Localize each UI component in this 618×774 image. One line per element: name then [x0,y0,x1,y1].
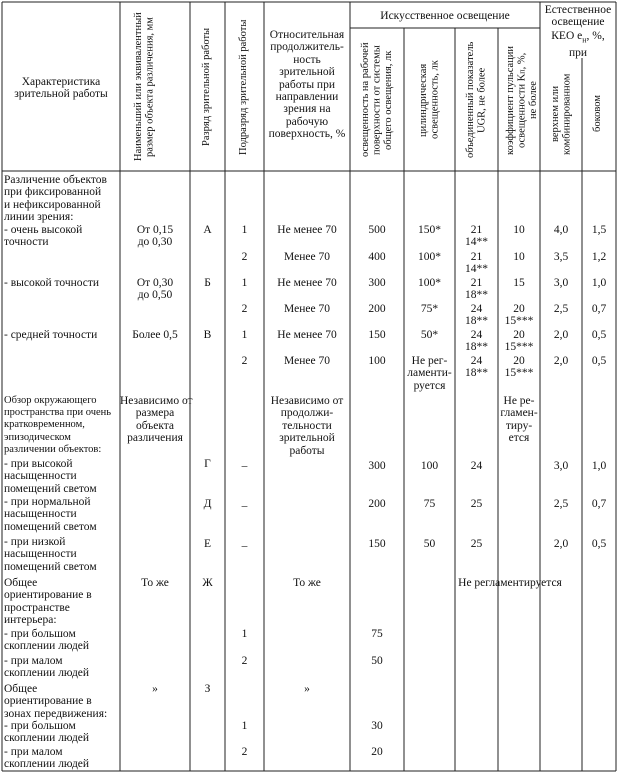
row-a-grade: А [203,224,212,236]
row-v-label: - средней точности [4,329,98,341]
header-keo-side: боковом [592,95,603,133]
header-cylindrical: цилиндрическая освещенность, лк [418,60,441,140]
row-v2-illuminance: 100 [368,355,386,367]
row-g-subgrade: – [241,460,248,472]
row-e-keo-top: 2,0 [553,538,569,550]
row-v2-cylindrical: Не рег- ламенти- руется [407,355,452,392]
row-e-grade: Е [203,538,212,550]
row-b-grade: Б [204,277,211,289]
row-e-keo-side: 0,5 [591,538,607,550]
row-b2-keo-side: 0,7 [591,303,607,315]
row-a1-cylindrical: 150* [418,224,441,236]
row-b1-keo-top: 3,0 [553,277,569,289]
header-subgrade: Подразряд зрительной работы [238,19,249,155]
row-v2-keo-side: 0,5 [591,355,607,367]
row-b1-illuminance: 300 [368,277,386,289]
keo-subscript: н [582,35,587,45]
row-a1-keo-top: 4,0 [553,224,569,236]
row-g-grade: Г [204,458,211,470]
row-v1-illuminance: 150 [368,329,386,341]
keo-label-tail: , %, при [568,30,605,59]
pulsation-subscript: п [517,69,527,74]
section3-grade: Ж [202,577,213,589]
keo-label: КЕО e [551,30,583,42]
row-a1-subgrade: 1 [241,224,248,236]
row-b-size: От 0,30 до 0,50 [136,277,174,302]
header-grade: Разряд зрительной работы [201,27,212,147]
header-relative-duration: Относительная продолжитель- ность зрительной работы при направлении зрения на рабочую поверхность, % [268,29,346,141]
row-a1-illuminance: 500 [368,224,386,236]
pulsation-label: коэффициент пульсации освещенности K [505,45,528,155]
header-illuminance-general: освещенность на рабочей поверхности от системы общего освещения, лк [360,42,394,158]
row-b1-duration: Не менее 70 [277,277,337,289]
row-d-label: - при нормальной насыщенности помещений светом [4,496,97,533]
row-d-keo-side: 0,7 [591,498,607,510]
row-b2-ugr: 24 18** [465,303,488,328]
row-e-illuminance: 150 [368,538,386,550]
row-zh1-label: - при большом скоплении людей [4,628,90,653]
row-a2-illuminance: 400 [368,251,386,263]
row-e-cylindrical: 50 [423,538,436,550]
row-g-label: - при высокой насыщенности помещений светом [4,458,97,495]
row-v-size: Более 0,5 [132,329,178,341]
header-artificial-lighting: Искусственное освещение [380,10,510,22]
row-b2-keo-top: 2,5 [553,303,569,315]
header-ugr: объединенный показатель UGR, не более [465,41,488,159]
row-b1-subgrade: 1 [241,277,248,289]
row-a2-ugr: 21 14** [465,251,488,276]
row-a2-keo-top: 3,5 [553,251,569,263]
row-b1-ugr: 21 18** [465,277,488,302]
row-zh2-subgrade: 2 [241,655,248,667]
row-z1-label: - при большом скоплении людей [4,720,90,745]
row-a2-keo-side: 1,2 [591,251,607,263]
row-e-subgrade: – [241,540,248,552]
row-v-grade: В [203,329,212,341]
row-g-cylindrical: 100 [420,460,439,472]
header-natural-lighting: Естественное освещение [544,4,612,29]
row-zh1-subgrade: 1 [241,628,248,640]
row-d-illuminance: 200 [368,498,386,510]
row-b2-illuminance: 200 [368,303,386,315]
row-z2-label: - при малом скоплении людей [4,746,90,771]
row-a1-ugr: 21 14** [465,224,488,249]
row-a2-cylindrical: 100* [418,251,441,263]
section4-grade: З [204,683,211,695]
row-v1-keo-top: 2,0 [553,329,569,341]
row-b2-cylindrical: 75* [420,303,439,315]
row-d-subgrade: – [241,500,248,512]
row-a2-duration: Менее 70 [284,251,330,263]
header-object-size: Наименьший или эквивалентный размер объекта различения, мм [133,12,156,162]
row-b-label: - высокой точности [4,277,100,289]
row-b1-cylindrical: 100* [418,277,441,289]
row-v1-subgrade: 1 [241,329,248,341]
row-a1-keo-side: 1,5 [591,224,607,236]
header-pulsation [505,34,540,166]
header-keo-top: верхнем или комбинированном [550,73,573,155]
row-zh2-label: - при малом скоплении людей [4,655,90,680]
row-a2-pulsation: 10 [513,251,525,263]
row-a1-pulsation: 10 [513,224,525,236]
section3-duration: То же [293,577,321,589]
row-v2-keo-top: 2,0 [553,355,569,367]
pulsation-label-tail: , %, не более [516,52,539,119]
row-v2-duration: Менее 70 [284,355,330,367]
row-b1-keo-side: 1,0 [591,277,607,289]
section2-pulsation: Не ре- гламен- тиру- ется [500,395,538,445]
row-b2-pulsation: 20 15*** [504,303,534,328]
row-v1-duration: Не менее 70 [277,329,337,341]
row-a-size: От 0,15 до 0,30 [136,224,174,249]
section1-title: Различение объектов при фиксированной и нефиксированной линии зрения: [4,174,107,224]
row-z2-illuminance: 20 [371,746,383,758]
header-characteristic: Характеристика зрительной работы [14,76,108,101]
row-b2-duration: Менее 70 [284,303,330,315]
row-g-illuminance: 300 [368,460,386,472]
row-b1-pulsation: 15 [513,277,525,289]
row-b2-subgrade: 2 [241,303,248,315]
row-d-ugr: 25 [470,498,483,510]
row-z2-subgrade: 2 [241,746,248,758]
row-d-cylindrical: 75 [423,498,436,510]
header-keo [540,30,616,59]
row-g-keo-top: 3,0 [553,460,569,472]
section3-size: То же [141,577,169,589]
row-e-label: - при низкой насыщенности помещений светом [4,536,97,573]
section3-not-regulated: Не регламентируется [458,577,562,589]
section4-duration: » [304,683,310,695]
row-v1-pulsation: 20 15*** [504,329,534,354]
row-g-keo-side: 1,0 [591,460,607,472]
row-v2-subgrade: 2 [241,355,248,367]
row-g-ugr: 24 [470,460,483,472]
row-d-grade: Д [203,498,212,510]
section4-title: Общее ориентирование в зонах передвижения: [4,683,108,720]
row-z1-subgrade: 1 [241,720,248,732]
row-v1-cylindrical: 50* [420,329,439,341]
row-a1-duration: Не менее 70 [277,224,337,236]
section2-size: Независимо от размера объекта различения [120,395,193,445]
row-zh1-illuminance: 75 [371,628,383,640]
row-z1-illuminance: 30 [371,720,383,732]
section3-title: Общее ориентирование в пространстве интерьера: [4,577,92,627]
row-v2-pulsation: 20 15*** [504,355,534,380]
row-e-ugr: 25 [470,538,483,550]
row-a-label: - очень высокой точности [4,224,83,249]
row-v1-ugr: 24 18** [465,329,488,354]
row-zh2-illuminance: 50 [371,655,383,667]
row-a2-subgrade: 2 [241,251,248,263]
row-v1-keo-side: 0,5 [591,329,607,341]
section2-duration: Независимо от продолжи- тельности зрительной работы [270,395,344,457]
row-v2-ugr: 24 18** [465,355,488,380]
section4-size: » [152,683,158,695]
row-d-keo-top: 2,5 [553,498,569,510]
section2-title: Обзор окружающего пространства при очень кратковременном, эпизодическом различении объектов: [4,395,112,455]
